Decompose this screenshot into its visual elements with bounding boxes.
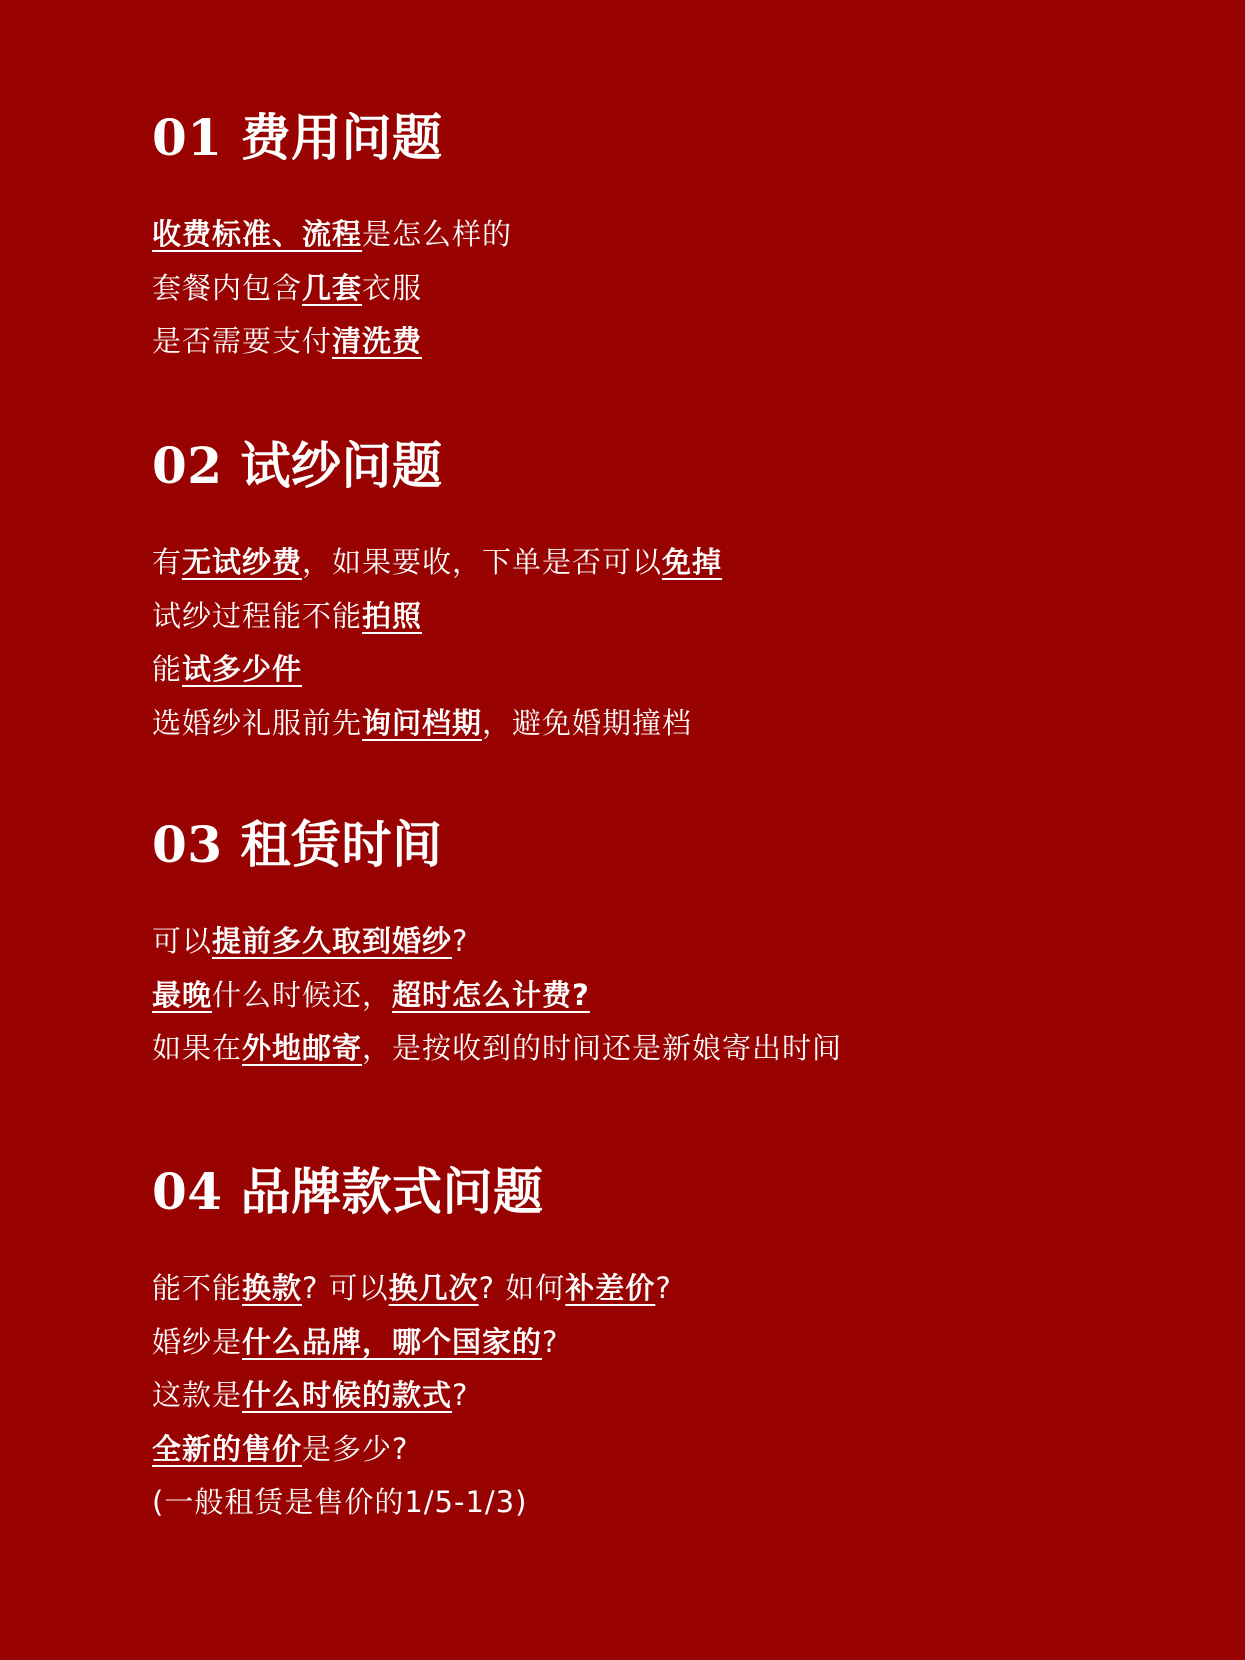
section-title: 03 租赁时间 xyxy=(152,815,443,874)
emphasized-text: 全新的售价 xyxy=(152,1431,303,1466)
section-title: 02 试纱问题 xyxy=(152,436,443,495)
emphasized-text: 询问档期 xyxy=(362,705,483,740)
question-line xyxy=(152,643,1152,697)
section-lines xyxy=(152,536,1152,750)
text-segment: 有 xyxy=(152,545,183,579)
question-line xyxy=(152,1316,1152,1370)
emphasized-text: 什么品牌，哪个国家的 xyxy=(242,1324,543,1359)
question-line xyxy=(152,1423,1152,1477)
emphasized-text: 试多少件 xyxy=(182,652,303,686)
text-segment: ，如果要收，下单是否可以 xyxy=(302,545,663,579)
question-line xyxy=(152,1369,1152,1423)
section-fitting xyxy=(152,436,1152,750)
section-lines xyxy=(152,915,1152,1076)
text-segment: ? xyxy=(452,924,469,958)
section-rental-time xyxy=(152,815,1152,1076)
text-segment: 选婚纱礼服前先 xyxy=(152,705,363,740)
emphasized-text: 最晚 xyxy=(152,977,213,1012)
question-line xyxy=(152,536,1152,590)
question-line xyxy=(152,1476,1152,1530)
question-line xyxy=(152,697,1152,751)
question-line xyxy=(152,208,1152,262)
text-segment: 衣服 xyxy=(362,270,423,305)
section-lines xyxy=(152,208,1152,369)
text-segment: ，避免婚期撞档 xyxy=(482,705,693,740)
text-segment: 婚纱是 xyxy=(152,1324,243,1359)
text-segment: ，是按收到的时间还是新娘寄出时间 xyxy=(362,1031,843,1065)
text-segment: 试纱过程能不能 xyxy=(152,598,363,633)
question-line xyxy=(152,262,1152,316)
section-lines xyxy=(152,1262,1152,1530)
emphasized-text: 免掉 xyxy=(662,545,723,579)
section-brand-style xyxy=(152,1162,1152,1530)
emphasized-text: 几套 xyxy=(302,270,363,305)
emphasized-text: 无试纱费 xyxy=(182,545,303,579)
question-line xyxy=(152,315,1152,369)
text-segment: 什么时候还， xyxy=(212,977,393,1012)
section-title: 01 费用问题 xyxy=(152,108,443,167)
section-fees xyxy=(152,108,1152,369)
section-title: 04 品牌款式问题 xyxy=(152,1162,544,1221)
text-segment: ? xyxy=(655,1271,672,1305)
emphasized-text: 补差价 xyxy=(565,1271,656,1305)
question-line xyxy=(152,1022,1152,1076)
text-segment: ? xyxy=(452,1378,469,1412)
emphasized-text: 什么时候的款式 xyxy=(242,1378,453,1412)
text-segment: ? xyxy=(542,1324,559,1359)
emphasized-text: 收费标准、流程 xyxy=(152,217,363,251)
text-segment: 如果在 xyxy=(152,1031,243,1065)
text-segment: 是多少? xyxy=(302,1431,409,1466)
text-segment: 是否需要支付 xyxy=(152,324,333,358)
text-segment: 套餐内包含 xyxy=(152,270,303,305)
text-segment: ? 如何 xyxy=(478,1271,566,1305)
emphasized-text: 换款 xyxy=(242,1271,303,1305)
text-segment: 可以 xyxy=(152,924,213,958)
emphasized-text: 外地邮寄 xyxy=(242,1031,363,1065)
text-segment: 这款是 xyxy=(152,1378,243,1412)
emphasized-text: 清洗费 xyxy=(332,324,423,358)
question-line xyxy=(152,1262,1152,1316)
text-segment: 能 xyxy=(152,652,183,686)
emphasized-text: 拍照 xyxy=(362,598,423,633)
text-segment: 是怎么样的 xyxy=(362,217,513,251)
text-segment: (一般租赁是售价的1/5-1/3) xyxy=(152,1485,528,1519)
text-segment: 能不能 xyxy=(152,1271,243,1305)
question-line xyxy=(152,590,1152,644)
emphasized-text: 提前多久取到婚纱 xyxy=(212,924,453,958)
text-segment: ? 可以 xyxy=(302,1271,389,1305)
emphasized-text: 换几次 xyxy=(388,1271,479,1305)
emphasized-text: 超时怎么计费? xyxy=(392,977,590,1012)
question-line xyxy=(152,915,1152,969)
question-line xyxy=(152,969,1152,1023)
